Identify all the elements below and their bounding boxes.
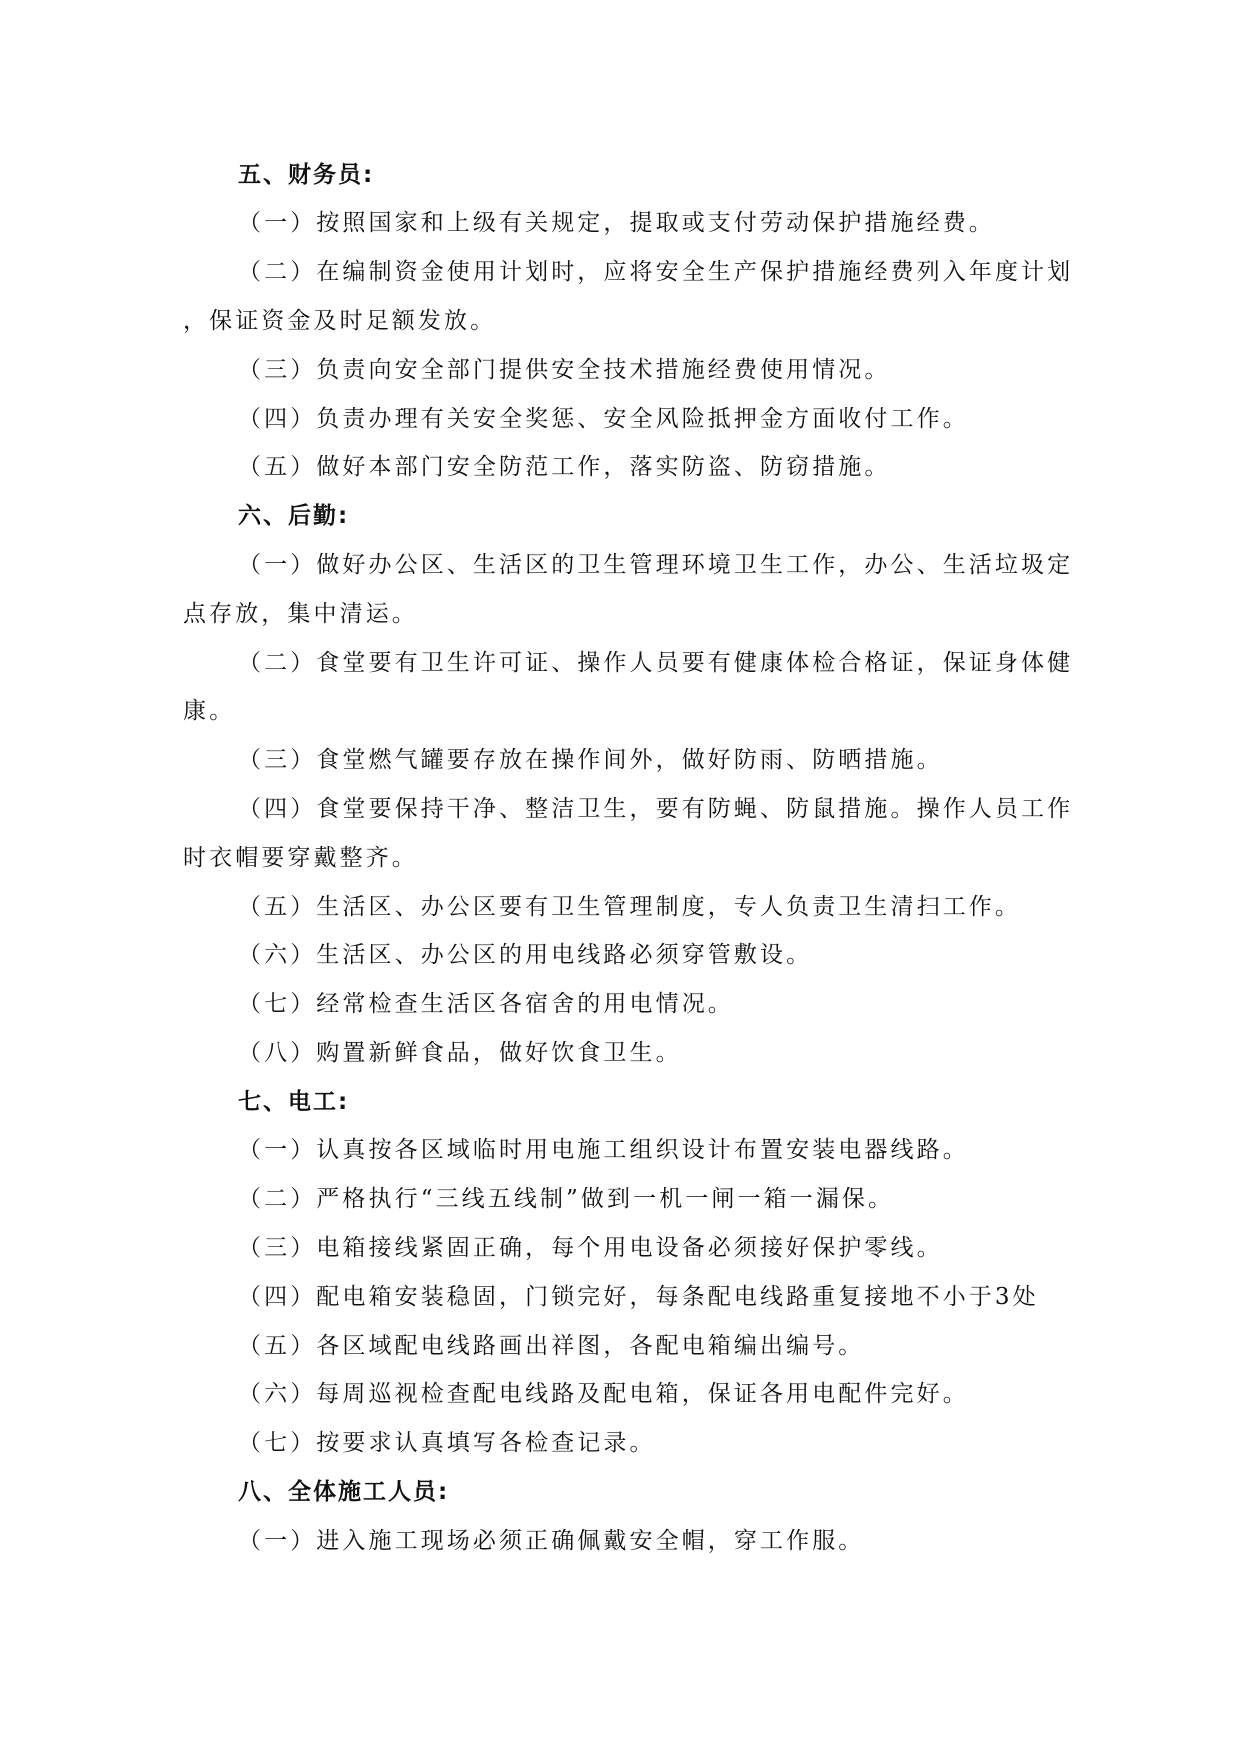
paragraph-line-continued: ，保证资金及时足额发放。	[183, 308, 497, 334]
paragraph-line: （二）严格执行“三线五线制”做到一机一闸一箱一漏保。	[238, 1186, 895, 1212]
paragraph-line: （五）生活区、办公区要有卫生管理制度，专人负责卫生清扫工作。	[238, 894, 1021, 920]
paragraph-line: （六）生活区、办公区的用电线路必须穿管敷设。	[238, 942, 813, 968]
paragraph-line-continued: 时衣帽要穿戴整齐。	[183, 845, 418, 871]
paragraph-line: （二）在编制资金使用计划时，应将安全生产保护措施经费列入年度计划	[238, 259, 1074, 285]
paragraph-line: （三）负责向安全部门提供安全技术措施经费使用情况。	[238, 357, 891, 383]
section-title-logistics: 六、后勤:	[238, 503, 350, 529]
paragraph-line: （七）按要求认真填写各检查记录。	[238, 1430, 656, 1456]
paragraph-line: （四）食堂要保持干净、整洁卫生，要有防蝇、防鼠措施。操作人员工作	[238, 796, 1074, 822]
paragraph-line: （一）进入施工现场必须正确佩戴安全帽，穿工作服。	[238, 1528, 865, 1554]
paragraph-line: （六）每周巡视检查配电线路及配电箱，保证各用电配件完好。	[238, 1381, 969, 1407]
paragraph-line-continued: 康。	[183, 698, 236, 724]
section-title-finance: 五、财务员:	[238, 162, 375, 188]
paragraph-line: （三）食堂燃气罐要存放在操作间外，做好防雨、防晒措施。	[238, 747, 943, 773]
paragraph-line: （二）食堂要有卫生许可证、操作人员要有健康体检合格证，保证身体健	[238, 650, 1074, 676]
section-title-all-workers: 八、全体施工人员:	[238, 1479, 450, 1505]
paragraph-line: （四）配电箱安装稳固，门锁完好，每条配电线路重复接地不小于3处	[238, 1284, 1039, 1310]
paragraph-line: （四）负责办理有关安全奖惩、安全风险抵押金方面收付工作。	[238, 406, 969, 432]
paragraph-line: （三）电箱接线紧固正确，每个用电设备必须接好保护零线。	[238, 1235, 943, 1261]
paragraph-line: （一）按照国家和上级有关规定，提取或支付劳动保护措施经费。	[238, 210, 995, 236]
paragraph-line: （一）认真按各区域临时用电施工组织设计布置安装电器线路。	[238, 1137, 969, 1163]
section-title-electrician: 七、电工:	[238, 1089, 350, 1115]
paragraph-line: （七）经常检查生活区各宿舍的用电情况。	[238, 991, 734, 1017]
paragraph-line-continued: 点存放，集中清运。	[183, 601, 418, 627]
paragraph-line: （五）各区域配电线路画出祥图，各配电箱编出编号。	[238, 1333, 865, 1359]
paragraph-line: （五）做好本部门安全防范工作，落实防盗、防窃措施。	[238, 454, 891, 480]
paragraph-line: （一）做好办公区、生活区的卫生管理环境卫生工作，办公、生活垃圾定	[238, 552, 1074, 578]
paragraph-line: （八）购置新鲜食品，做好饮食卫生。	[238, 1040, 682, 1066]
